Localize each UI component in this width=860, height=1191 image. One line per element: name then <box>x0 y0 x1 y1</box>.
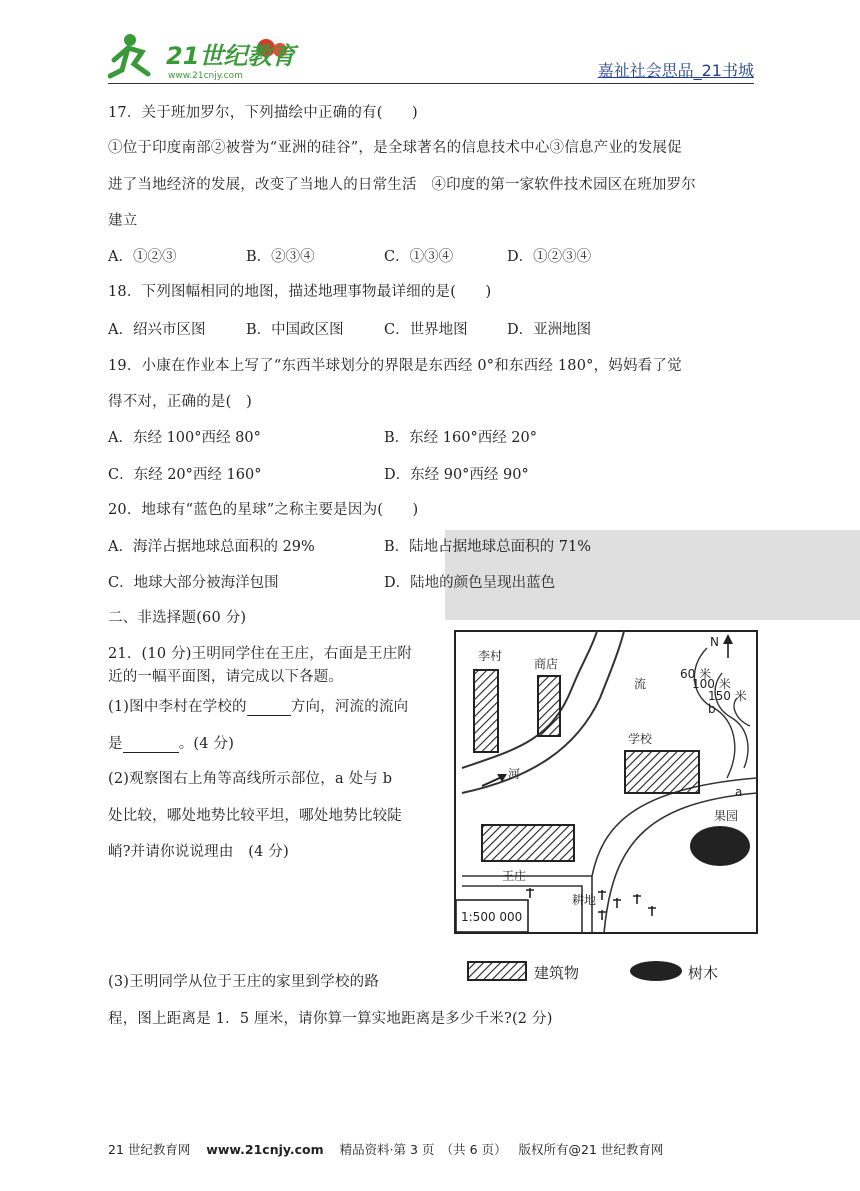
footer-copyright: 版权所有@21 世纪教育网 <box>518 1142 664 1157</box>
q17-body-2: 进了当地经济的发展，改变了当地人的日常生活 ④印度的第一家软件技术园区在班加罗尔 <box>108 177 696 193</box>
header-divider <box>108 83 754 84</box>
label-contour-150: 150 米 <box>708 689 747 703</box>
q18-option-d: D．亚洲地图 <box>507 322 592 338</box>
legend-tree-label: 树木 <box>688 964 719 982</box>
site-logo <box>108 30 308 82</box>
section-title: 二、非选择题(60 分) <box>108 610 247 626</box>
page-footer <box>108 1140 663 1158</box>
footer-url[interactable]: www.21cnjy.com <box>206 1142 324 1157</box>
q21-part1-line2: 是 。(4 分) <box>108 736 235 752</box>
q18-option-a: A．绍兴市区图 <box>108 322 206 338</box>
q20-stem: 20．地球有“蓝色的星球”之称主要是因为( ) <box>108 502 419 518</box>
wangzhuang-building <box>482 825 574 861</box>
q21-part3-line2: 程，图上距离是 1．5 厘米，请你算一算实地距离是多少千米?(2 分) <box>108 1011 553 1027</box>
label-river: 河 <box>508 767 521 781</box>
q21-part1-line1: (1)图中李村在学校的 方向，河流的流向 <box>108 699 409 715</box>
label-farmland: 耕地 <box>572 893 597 907</box>
map-scale: 1:500 000 <box>461 910 523 924</box>
label-li-village: 李村 <box>478 649 503 663</box>
label-wangzhuang: 王庄 <box>502 869 527 883</box>
answer-blank-direction[interactable] <box>247 699 291 716</box>
q17-stem: 17．关于班加罗尔，下列描绘中正确的有( ) <box>108 105 418 121</box>
q19-option-d: D．东经 90°西经 90° <box>384 467 529 483</box>
legend-building-icon <box>468 962 526 980</box>
legend-building-label: 建筑物 <box>534 964 580 982</box>
q17-body-3: 建立 <box>108 213 138 229</box>
q19-stem-2: 得不对，正确的是( ) <box>108 394 253 410</box>
label-flow: 流 <box>634 677 647 691</box>
q20-option-c: C．地球大部分被海洋包围 <box>108 575 279 591</box>
orchard-trees <box>690 826 750 866</box>
legend-tree-icon <box>630 961 682 981</box>
label-shop: 商店 <box>534 657 559 671</box>
logo-text: 21世纪教育 <box>166 42 296 70</box>
label-orchard: 果园 <box>714 809 739 823</box>
q18-option-b: B．中国政区图 <box>246 322 344 338</box>
li-village-building <box>474 670 498 752</box>
q18-stem: 18．下列图幅相同的地图，描述地理事物最详细的是( ) <box>108 284 492 300</box>
village-map <box>452 628 760 936</box>
footer-page: 精品资料·第 3 页 （共 6 页） <box>339 1142 507 1157</box>
q18-option-c: C．世界地图 <box>384 322 468 338</box>
label-school: 学校 <box>628 732 653 746</box>
north-label: N <box>710 635 719 649</box>
school-building <box>625 751 699 793</box>
q20-option-d: D．陆地的颜色呈现出蓝色 <box>384 575 556 591</box>
q17-body-1: ①位于印度南部②被誉为“亚洲的硅谷”，是全球著名的信息技术中心③信息产业的发展促 <box>108 140 682 156</box>
q20-option-b: B．陆地占据地球总面积的 71% <box>384 539 591 555</box>
q21-intro-1: 21．(10 分)王明同学住在王庄，右面是王庄附 <box>108 646 413 662</box>
q19-option-c: C．东经 20°西经 160° <box>108 467 262 483</box>
footer-site: 21 世纪教育网 <box>108 1142 191 1157</box>
q21-part2-line3: 峭?并请你说说理由 (4 分) <box>108 844 289 860</box>
q21-part2-line1: (2)观察图右上角等高线所示部位，a 处与 b <box>108 771 393 787</box>
answer-blank-flow[interactable] <box>123 736 179 753</box>
q20-option-a: A．海洋占据地球总面积的 29% <box>108 539 315 555</box>
q17-option-d: D．①②③④ <box>507 249 592 265</box>
shop-building <box>538 676 560 736</box>
q17-option-c: C．①③④ <box>384 249 454 265</box>
logo-url-text: www.21cnjy.com <box>168 71 243 81</box>
q21-part3-line1: (3)王明同学从位于王庄的家里到学校的路 <box>108 974 380 990</box>
q17-option-b: B．②③④ <box>246 249 315 265</box>
q19-stem-1: 19．小康在作业本上写了“东西半球划分的界限是东西经 0°和东西经 180°，妈妈看了觉 <box>108 358 682 374</box>
map-legend <box>466 954 756 994</box>
label-point-b: b <box>708 702 716 716</box>
header-link[interactable]: 嘉祉社会思品_21书城 <box>597 61 754 80</box>
q21-intro-2: 近的一幅平面图，请完成以下各题。 <box>108 669 344 685</box>
q21-part2-line2: 处比较，哪处地势比较平坦，哪处地势比较陡 <box>108 808 402 824</box>
runner-icon <box>110 34 148 76</box>
label-point-a: a <box>735 785 743 799</box>
q17-option-a: A．①②③ <box>108 249 177 265</box>
label-contour-100: 100 米 <box>692 677 731 691</box>
label-contour-60: 60 米 <box>680 667 712 681</box>
q19-option-a: A．东经 100°西经 80° <box>108 430 261 446</box>
q19-option-b: B．东经 160°西经 20° <box>384 430 538 446</box>
